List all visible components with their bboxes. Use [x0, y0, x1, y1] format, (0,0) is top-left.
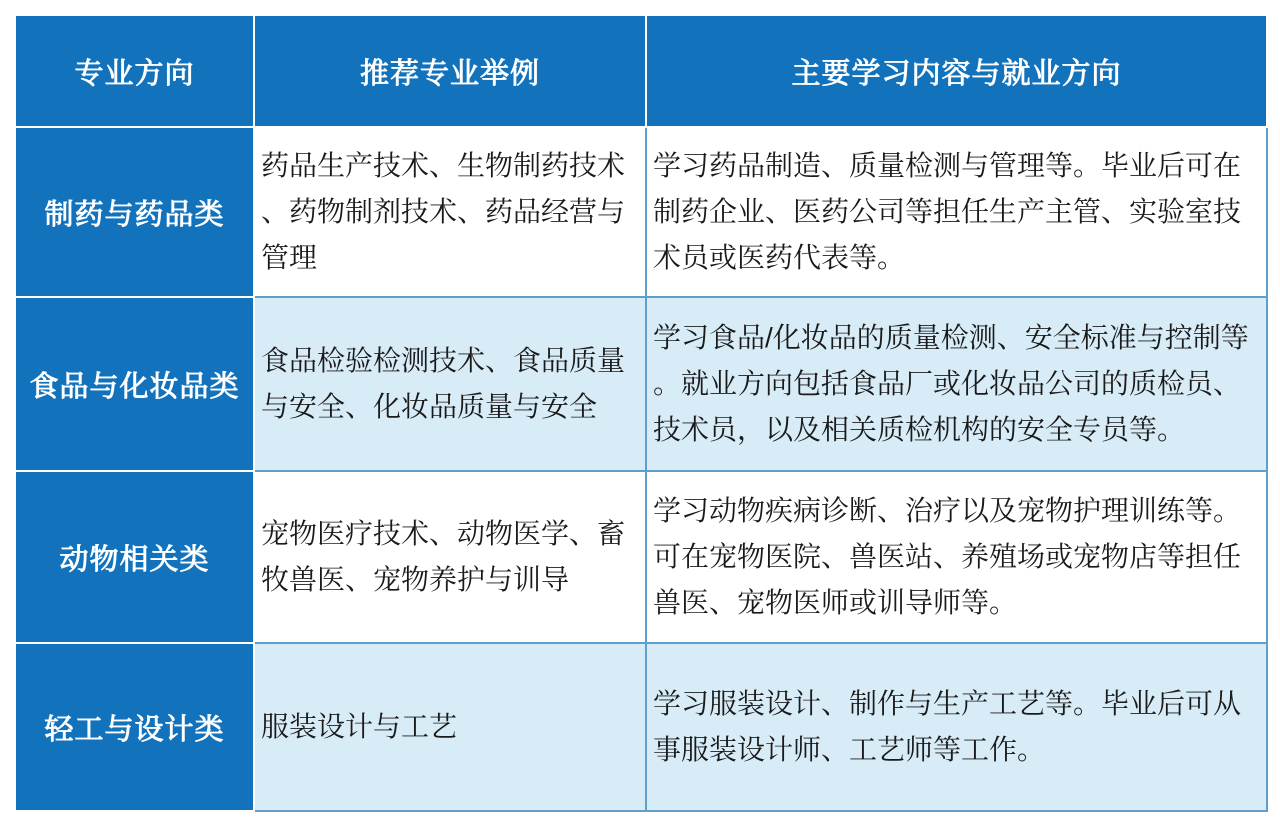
majors-table	[14, 14, 1268, 812]
details-cell: 学习食品/化妆品的质量检测、安全标准与控制等。就业方向包括食品厂或化妆品公司的质检员、技术员，以及相关质检机构的安全专员等。	[646, 297, 1267, 471]
category-cell: 食品与化妆品类	[15, 297, 254, 471]
details-cell: 学习药品制造、质量检测与管理等。毕业后可在制药企业、医药公司等担任生产主管、实验室技术员或医药代表等。	[646, 127, 1267, 297]
table-row	[15, 471, 1267, 643]
category-cell: 轻工与设计类	[15, 643, 254, 811]
details-cell: 学习服装设计、制作与生产工艺等。毕业后可从事服装设计师、工艺师等工作。	[646, 643, 1267, 811]
majors-cell: 食品检验检测技术、食品质量与安全、化妆品质量与安全	[254, 297, 646, 471]
table-row	[15, 643, 1267, 811]
header-cell-direction: 专业方向	[15, 15, 254, 127]
category-cell: 制药与药品类	[15, 127, 254, 297]
majors-cell: 服装设计与工艺	[254, 643, 646, 811]
table-row	[15, 127, 1267, 297]
category-cell: 动物相关类	[15, 471, 254, 643]
header-cell-majors: 推荐专业举例	[254, 15, 646, 127]
majors-cell: 宠物医疗技术、动物医学、畜牧兽医、宠物养护与训导	[254, 471, 646, 643]
header-cell-details: 主要学习内容与就业方向	[646, 15, 1267, 127]
majors-cell: 药品生产技术、生物制药技术、药物制剂技术、药品经营与管理	[254, 127, 646, 297]
details-cell: 学习动物疾病诊断、治疗以及宠物护理训练等。可在宠物医院、兽医站、养殖场或宠物店等担任兽医、宠物医师或训导师等。	[646, 471, 1267, 643]
table-row	[15, 297, 1267, 471]
table-header-row	[15, 15, 1267, 127]
